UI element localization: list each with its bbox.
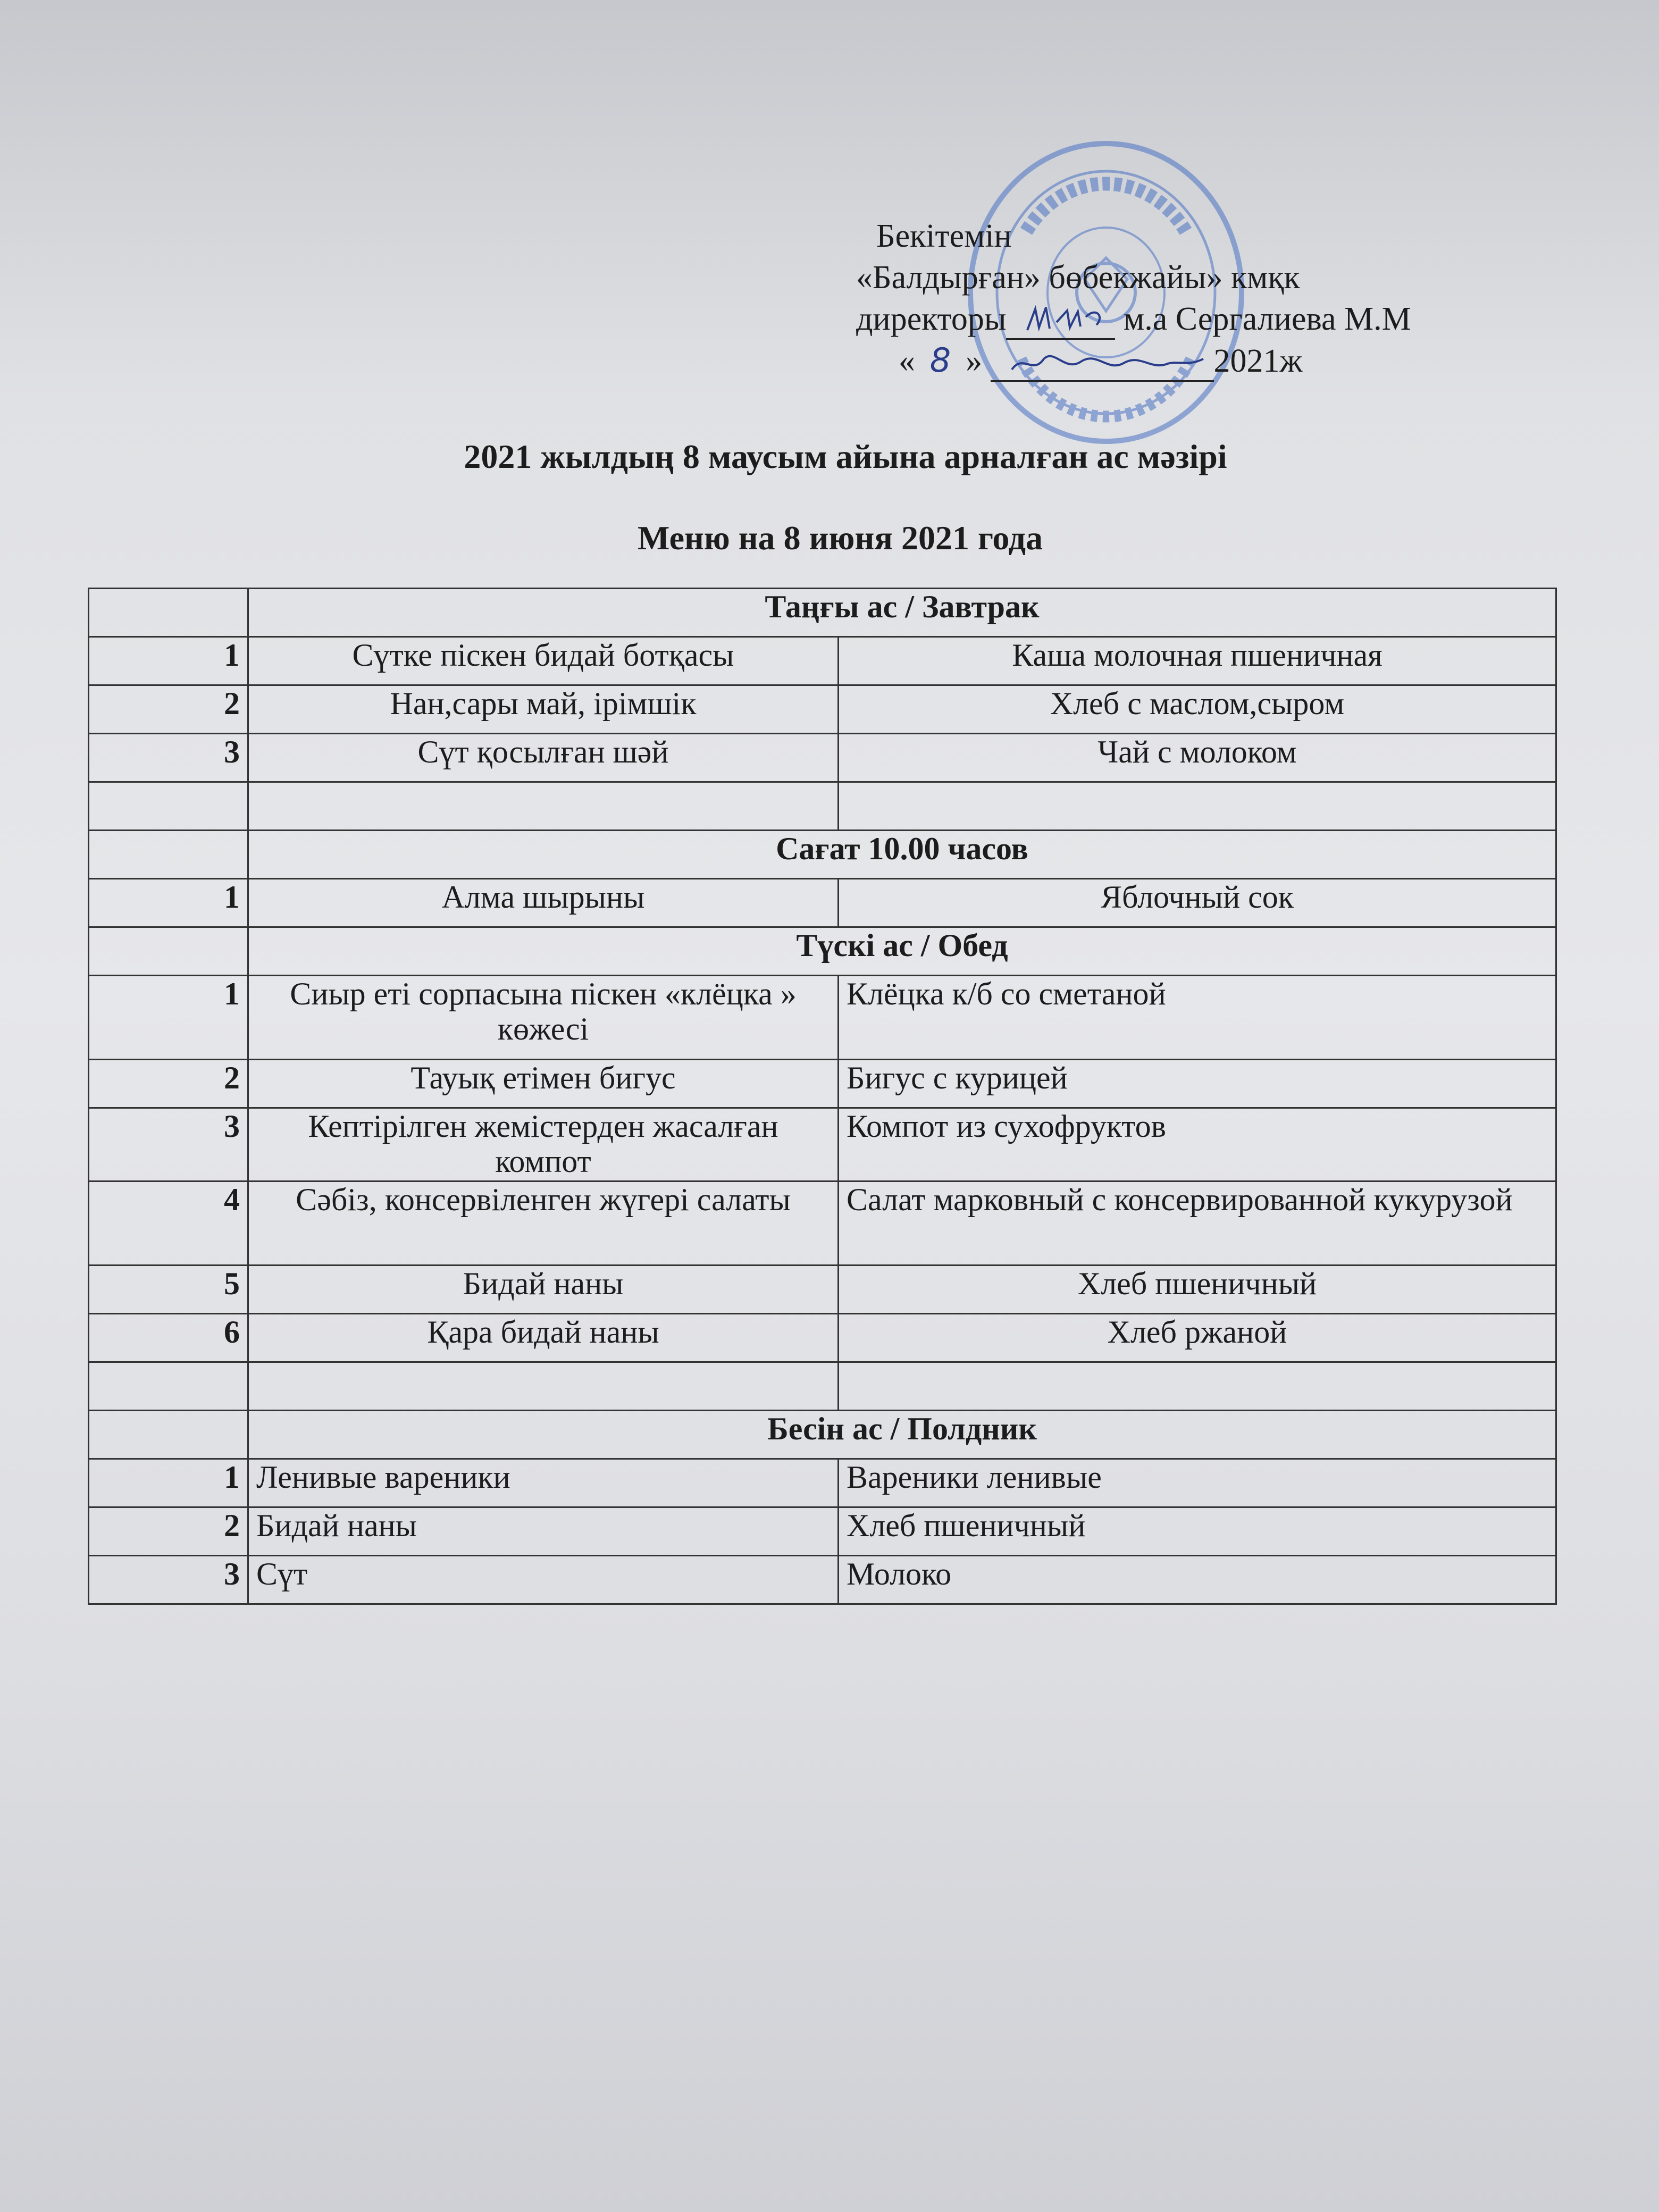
empty-row xyxy=(89,1362,1556,1411)
table-row: 3 Кептірілген жемістерден жасалған компот Компот из сухофруктов xyxy=(89,1108,1556,1182)
table-row: 3 Сүт Молоко xyxy=(89,1556,1556,1604)
section-row xyxy=(89,927,1556,976)
section-afternoon: Бесін ас / Полдник xyxy=(248,1411,1556,1459)
table-row: 1 Алма шырыны Яблочный сок xyxy=(89,879,1556,927)
section-row xyxy=(89,589,1556,637)
table-row: 2 Тауық етімен бигус Бигус с курицей xyxy=(89,1060,1556,1108)
table-row: 6 Қара бидай наны Хлеб ржаной xyxy=(89,1314,1556,1362)
table-row: 2 Нан,сары май, ірімшік Хлеб с маслом,сыром xyxy=(89,685,1556,734)
empty-row xyxy=(89,782,1556,831)
section-snack: Сағат 10.00 часов xyxy=(248,831,1556,879)
menu-title-russian: Меню на 8 июня 2021 года xyxy=(638,519,1043,557)
section-row xyxy=(89,831,1556,879)
section-breakfast: Таңғы ас / Завтрак xyxy=(248,589,1556,637)
table-row: 2 Бидай наны Хлеб пшеничный xyxy=(89,1507,1556,1556)
director-signature xyxy=(1006,301,1115,340)
table-row: 4 Сәбіз, консервіленген жүгері салаты Салат марковный с консервированной кукурузой xyxy=(89,1182,1556,1266)
section-lunch: Түскі ас / Обед xyxy=(248,927,1556,976)
table-row: 1 Сүтке піскен бидай ботқасы Каша молочная пшеничная xyxy=(89,637,1556,685)
section-row xyxy=(89,1411,1556,1459)
menu-table xyxy=(88,588,1557,1605)
table-row: 1 Сиыр еті сорпасына піскен «клёцка » көжесі Клёцка к/б со сметаной xyxy=(89,976,1556,1060)
approval-line-director: директоры м.а Сергалиева М.М xyxy=(856,298,1547,340)
approval-line-date: « 8 » 2021ж xyxy=(856,340,1547,382)
table-row: 1 Ленивые вареники Вареники ленивые xyxy=(89,1459,1556,1507)
approval-line-org: «Балдырған» бөбекжайы» кмқк xyxy=(856,259,1300,296)
approval-block xyxy=(856,215,1547,382)
menu-title-kazakh: 2021 жылдың 8 маусым айына арналған ас мәзірі xyxy=(464,438,1227,475)
table-row: 3 Сүт қосылған шәй Чай с молоком xyxy=(89,734,1556,782)
table-row: 5 Бидай наны Хлеб пшеничный xyxy=(89,1266,1556,1314)
approval-day: 8 xyxy=(929,341,951,380)
approval-line-approve: Бекітемін xyxy=(876,218,1012,254)
month-handwritten xyxy=(991,343,1214,382)
